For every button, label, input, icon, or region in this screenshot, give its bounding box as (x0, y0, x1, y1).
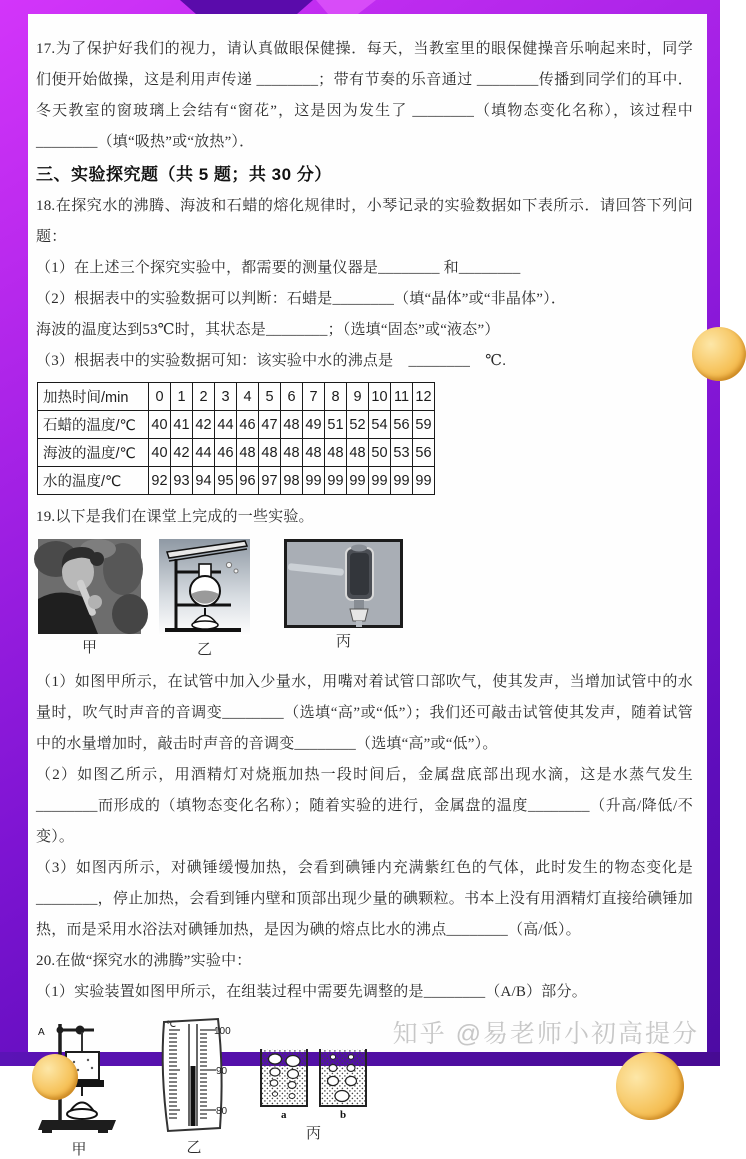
table-cell: 56 (413, 439, 435, 467)
question-19-part3: （3）如图丙所示，对碘锤缓慢加热，会看到碘锤内充满紫红色的气体，此时发生的物态变化是________，停止加热，会看到锤内壁和顶部出现少量的碘颗粒。书本上没有用酒精灯直接给碘锤加热，而是采用水浴法对碘锤加热，是因为碘的熔点比水的沸点________（高/低）。 (36, 860, 693, 938)
figure-19-yi (159, 539, 250, 659)
table-cell: 48 (259, 439, 281, 467)
table-cell: 56 (391, 411, 413, 439)
figure-20-bing-label: 丙 (305, 1126, 321, 1142)
table-cell: 96 (237, 467, 259, 495)
table-cell: 11 (391, 383, 413, 411)
table-cell: 98 (281, 467, 303, 495)
figure-19-bing-label: 丙 (335, 634, 351, 650)
table-cell: 3 (215, 383, 237, 411)
exam-paper-page (28, 14, 707, 1158)
table-cell: 48 (281, 411, 303, 439)
section-heading: 三、实验探究题（共 5 题；共 30 分） (36, 165, 332, 184)
table-row-header: 水的温度/℃ (38, 467, 149, 495)
frame-trapezoid-shape (180, 0, 313, 14)
exam-content (28, 14, 707, 1159)
thermometer-unit-label: ℃ (166, 1019, 177, 1029)
table-cell: 9 (347, 383, 369, 411)
table-cell: 48 (325, 439, 347, 467)
question-18-intro: 18.在探究水的沸腾、海波和石蜡的熔化规律时，小琴记录的实验数据如下表所示．请回答下列问题： (36, 198, 693, 245)
zhihu-watermark: 知乎 @易老师小初高提分 (392, 1020, 699, 1048)
table-cell: 40 (149, 411, 171, 439)
question-20-part1: （1）实验装置如图甲所示，在组装过程中需要先调整的是________（A/B）部分。 (36, 984, 587, 1000)
figure-19-yi-label: 乙 (196, 642, 212, 658)
figure-20-yi-label: 乙 (186, 1140, 202, 1156)
table-cell: 99 (391, 467, 413, 495)
table-cell: 48 (281, 439, 303, 467)
table-cell: 2 (193, 383, 215, 411)
table-cell: 48 (237, 439, 259, 467)
table-cell: 94 (193, 467, 215, 495)
table-row (38, 439, 435, 467)
table-row-header: 加热时间/min (38, 383, 149, 411)
table-cell: 42 (193, 411, 215, 439)
question-19-part2: （2）如图乙所示，用酒精灯对烧瓶加热一段时间后，金属盘底部出现水滴，这是水蒸气发生________而形成的（填物态变化名称）；随着实验的进行，金属盘的温度________（升高/降低/不变）。 (36, 767, 693, 845)
table-cell: 50 (369, 439, 391, 467)
gold-coin-bottom-left (32, 1054, 78, 1100)
table-cell: 51 (325, 411, 347, 439)
table-cell: 5 (259, 383, 281, 411)
figure-20-yi (154, 1016, 234, 1157)
figure-19-jia-label: 甲 (81, 640, 97, 656)
table-cell: 10 (369, 383, 391, 411)
question-18-part2: （2）根据表中的实验数据可以判断：石蜡是________（填“晶体”或“非晶体”）． (36, 291, 567, 307)
question-19-part1: （1）如图甲所示，在试管中加入少量水，用嘴对着试管口部吹气，使其发声，当增加试管中的水量时，吹气时声音的音调变________（选填“高”或“低”）；我们还可敲击试管使其发声，随着试管中的水量增加时，敲击时声音的音调变________（选填“高”或“低”）。 (36, 674, 693, 752)
beaker-a-label: a (281, 1109, 287, 1121)
gold-coin-right (692, 327, 746, 381)
figure-20-jia-label: 甲 (71, 1142, 87, 1158)
table-cell: 92 (149, 467, 171, 495)
table-cell: 46 (215, 439, 237, 467)
table-cell: 99 (325, 467, 347, 495)
girl-blowing-tube-photo (38, 539, 141, 634)
table-row (38, 467, 435, 495)
table-cell: 99 (413, 467, 435, 495)
table-cell: 47 (259, 411, 281, 439)
tick-80-label: 80 (216, 1106, 228, 1117)
figure-19-jia (38, 539, 141, 657)
experiment-data-table (37, 382, 435, 495)
table-cell: 54 (369, 411, 391, 439)
table-cell: 12 (413, 383, 435, 411)
table-row (38, 411, 435, 439)
table-cell: 7 (303, 383, 325, 411)
table-cell: 53 (391, 439, 413, 467)
table-cell: 52 (347, 411, 369, 439)
table-cell: 41 (171, 411, 193, 439)
figures-19-row (38, 539, 693, 659)
table-cell: 99 (347, 467, 369, 495)
table-row-header: 石蜡的温度/℃ (38, 411, 149, 439)
table-row (38, 383, 435, 411)
tick-100-label: 100 (214, 1026, 231, 1037)
table-cell: 99 (369, 467, 391, 495)
figure-20-bing (256, 1042, 371, 1143)
question-19-intro: 19.以下是我们在课堂上完成的一些实验。 (36, 509, 314, 525)
table-cell: 1 (171, 383, 193, 411)
question-17: 17.为了保护好我们的视力，请认真做眼保健操．每天，当教室里的眼保健操音乐响起来时，同学们便开始做操，这是利用声传递 ________；带有节奏的乐音通过 ________传播到同学们的耳中．冬天教室的窗玻璃上会结有“窗花”，这是因为发生了 ________（填物态变化名称），该过程中 ________（填“吸热”或“放热”）． (36, 41, 693, 150)
table-cell: 95 (215, 467, 237, 495)
question-20-intro: 20.在做“探究水的沸腾”实验中： (36, 953, 252, 969)
table-cell: 48 (347, 439, 369, 467)
table-cell: 93 (171, 467, 193, 495)
table-cell: 44 (193, 439, 215, 467)
table-cell: 40 (149, 439, 171, 467)
clamp-a-label: A (38, 1027, 45, 1038)
table-cell: 97 (259, 467, 281, 495)
tick-90-label: 90 (216, 1066, 228, 1077)
table-cell: 59 (413, 411, 435, 439)
question-18-part3: （3）根据表中的实验数据可知：该实验中水的沸点是 ________ ℃. (36, 353, 507, 369)
frame-swoosh-shape (316, 0, 376, 14)
table-cell: 42 (171, 439, 193, 467)
table-cell: 46 (237, 411, 259, 439)
table-cell: 8 (325, 383, 347, 411)
table-cell: 4 (237, 383, 259, 411)
table-cell: 99 (303, 467, 325, 495)
table-row-header: 海波的温度/℃ (38, 439, 149, 467)
table-body (38, 383, 435, 495)
flask-heating-diagram (159, 539, 250, 636)
iodine-tube-photo (284, 539, 403, 628)
table-cell: 48 (303, 439, 325, 467)
thermometer-diagram (154, 1016, 234, 1134)
table-cell: 0 (149, 383, 171, 411)
question-18-part2b: 海波的温度达到53℃时，其状态是________；（选填“固态”或“液态”） (36, 322, 500, 338)
question-18-part1: （1）在上述三个探究实验中，都需要的测量仪器是________ 和________ (36, 260, 521, 276)
figure-19-bing (284, 539, 403, 651)
table-cell: 44 (215, 411, 237, 439)
table-cell: 49 (303, 411, 325, 439)
bubbles-beakers-diagram (256, 1042, 371, 1120)
beaker-b-label: b (340, 1109, 347, 1121)
table-cell: 6 (281, 383, 303, 411)
